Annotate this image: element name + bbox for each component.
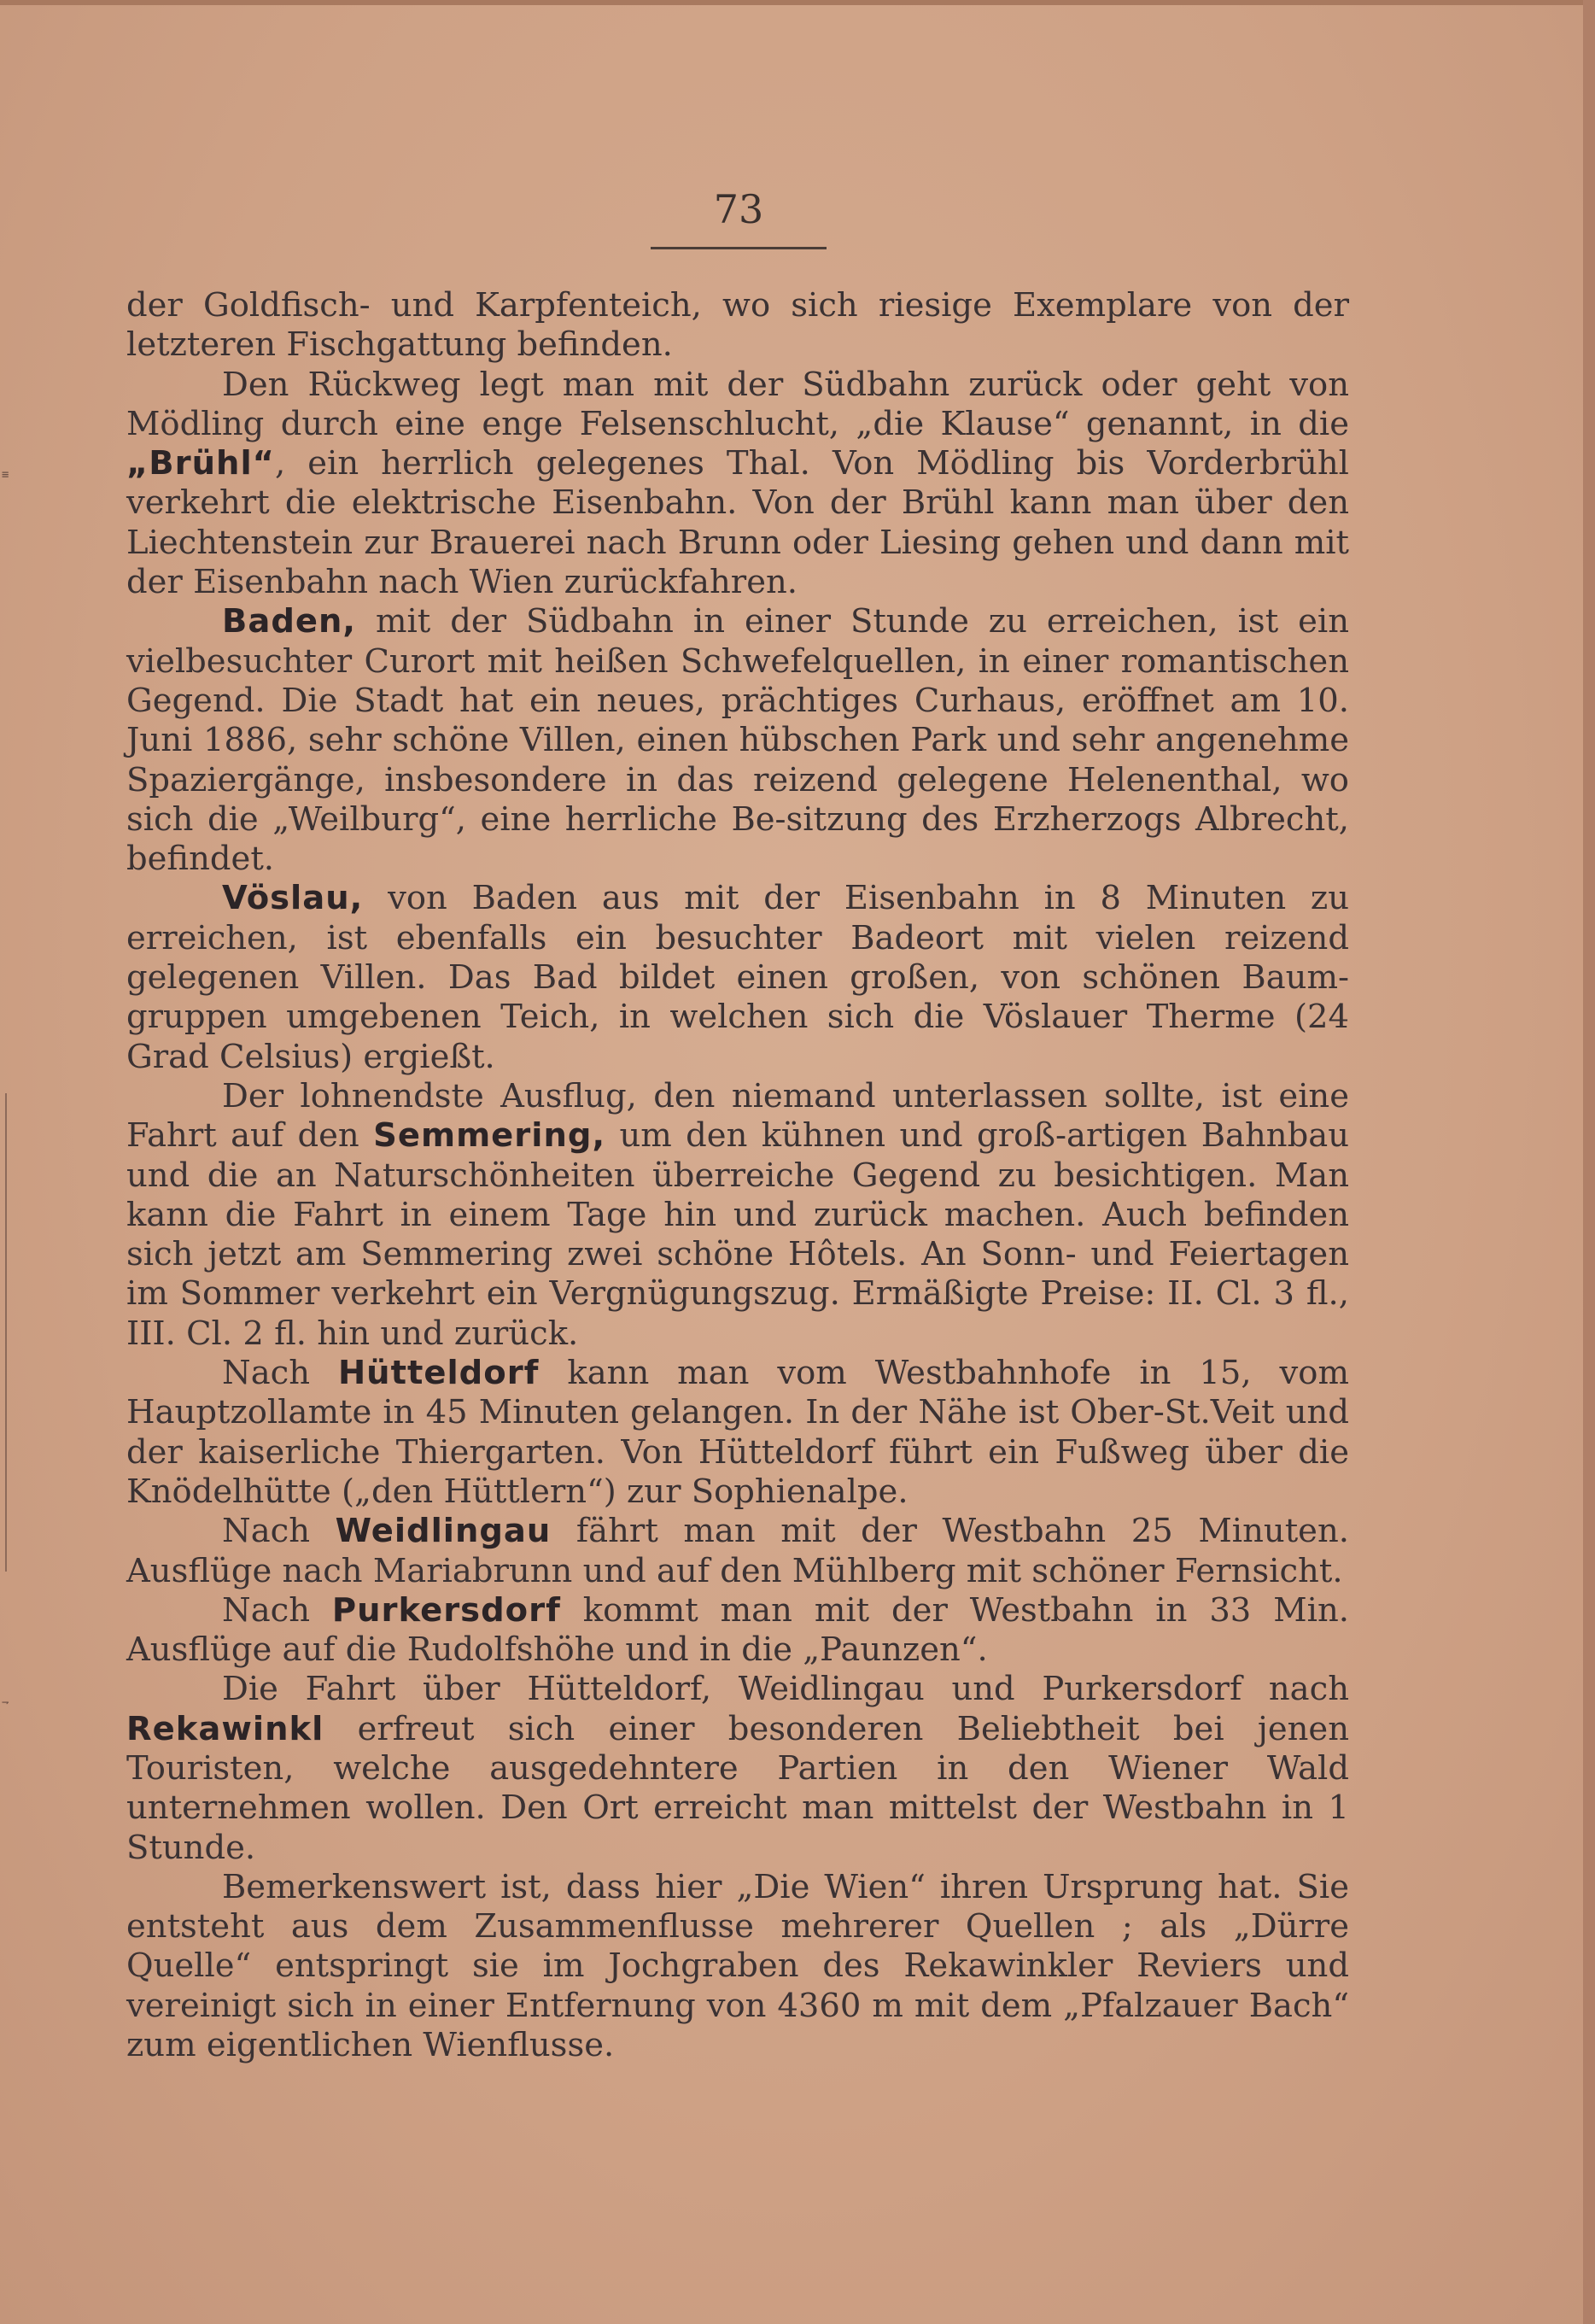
text-run: der Goldfisch- und Karpfenteich, wo sich riesige Exemplare von der letzteren Fischgattung befinden. <box>126 286 1349 365</box>
paragraph <box>126 1591 1349 1671</box>
margin-mark: ⇁ <box>2 1695 9 1709</box>
text-run: , ein herrlich gelegenes Thal. Von Mödling bis Vorderbrühl verkehrt die elektrische Eisenbahn. Von der Brühl kann man über den Liechtenstein zur Brauerei nach Brunn oder Liesing gehen und dann mit der Eisenbahn nach Wien zurückfahren. <box>126 444 1349 602</box>
margin-mark: ≡ <box>2 468 9 482</box>
page-number-rule <box>651 247 827 249</box>
place-name-weidlingau: Weidlingau <box>335 1512 552 1551</box>
text-run: Nach <box>222 1590 332 1630</box>
paragraph <box>126 602 1349 879</box>
page-right-edge <box>1583 0 1595 2324</box>
text-run: Nach <box>222 1354 338 1393</box>
paragraph <box>126 1077 1349 1354</box>
paragraph <box>126 286 1349 366</box>
text-run: Die Fahrt über Hütteldorf, Weidlingau und Purkersdorf nach <box>222 1670 1349 1709</box>
place-name-semmering: Semmering, <box>373 1116 606 1156</box>
paragraph <box>126 1670 1349 1867</box>
margin-line <box>5 1093 7 1572</box>
text-run: Bemerkenswert ist, dass hier „Die Wien“ ihren Ursprung hat. Sie entsteht aus dem Zusammenflusse mehrerer Quellen ; als „Dürre Quelle“ entspringt sie im Jochgraben des Rekawinkler Reviers und vereinigt sich in einer Entfernung von 4360 m mit dem „Pfalzauer Bach“ zum eigentlichen Wienflusse. <box>126 1867 1349 2065</box>
text-run: kommt man mit der Westbahn in 33 Min. Ausflüge auf die Rudolfshöhe und in die „Paunzen“. <box>126 1590 1349 1670</box>
text-run: von Baden aus mit der Eisenbahn in 8 Minuten zu erreichen, ist ebenfalls ein besuchter Badeort mit vielen reizend gelegenen Villen. Das Bad bildet einen großen, von schönen Baum-gruppen umgebenen Teich, in welchen sich die Vöslauer Therme (24 Grad Celsius) ergießt. <box>126 879 1349 1076</box>
text-run: fährt man mit der Westbahn 25 Minuten. Ausflüge nach Mariabrunn und auf den Mühlberg mit schöner Fernsicht. <box>126 1512 1349 1590</box>
page-top-edge <box>0 0 1595 5</box>
place-name-bruehl: „Brühl“ <box>126 444 275 483</box>
text-run: mit der Südbahn in einer Stunde zu erreichen, ist ein vielbesuchter Curort mit heißen Schwefelquellen, in einer romantischen Gegend. Die Stadt hat ein neues, prächtiges Curhaus, eröffnet am 10. Juni 1886, sehr schöne Villen, einen hübschen Park und sehr angenehme Spaziergänge, insbesondere in das reizend gelegene Helenenthal, wo sich die „Weilburg“, eine herrliche Be-sitzung des Erzherzogs Albrecht, befindet. <box>126 602 1349 879</box>
text-run: Der lohnendste Ausflug, den niemand unterlassen sollte, ist eine Fahrt auf den <box>126 1076 1349 1156</box>
paragraph <box>126 1868 1349 2065</box>
text-run: erfreut sich einer besonderen Beliebtheit bei jenen Touristen, welche ausgedehntere Partien in den Wiener Wald unternehmen wollen. Den Ort erreicht man mittelst der Westbahn in 1 Stunde. <box>126 1709 1349 1867</box>
paragraph <box>126 366 1349 603</box>
paragraph <box>126 1512 1349 1591</box>
place-name-baden: Baden, <box>222 602 357 641</box>
text-run: kann man vom Westbahnhofe in 15, vom Hauptzollamte in 45 Minuten gelangen. In der Nähe ist Ober-St.Veit und der kaiserliche Thiergarten. Von Hütteldorf führt ein Fußweg über die Knödelhütte („den Hüttlern“) zur Sophienalpe. <box>126 1354 1349 1511</box>
body-text <box>126 286 1349 2065</box>
paragraph <box>126 879 1349 1076</box>
place-name-voeslau: Vöslau, <box>222 879 364 918</box>
text-run: um den kühnen und groß-artigen Bahnbau und die an Naturschönheiten überreiche Gegend zu besichtigen. Man kann die Fahrt in einem Tage hin und zurück machen. Auch befinden sich jetzt am Semmering zwei schöne Hôtels. An Sonn- und Feiertagen im Sommer verkehrt ein Vergnügungszug. Ermäßigte Preise: II. Cl. 3 fl., III. Cl. 2 fl. hin und zurück. <box>126 1116 1349 1353</box>
paragraph <box>126 1354 1349 1512</box>
text-run: Nach <box>222 1512 336 1551</box>
page-number: 73 <box>713 186 764 232</box>
place-name-purkersdorf: Purkersdorf <box>331 1590 561 1630</box>
place-name-huetteldorf: Hütteldorf <box>337 1354 540 1393</box>
text-run: Den Rückweg legt man mit der Südbahn zurück oder geht von Mödling durch eine enge Felsenschlucht, „die Klause“ genannt, in die <box>126 365 1349 443</box>
place-name-rekawinkl: Rekawinkl <box>126 1709 324 1748</box>
